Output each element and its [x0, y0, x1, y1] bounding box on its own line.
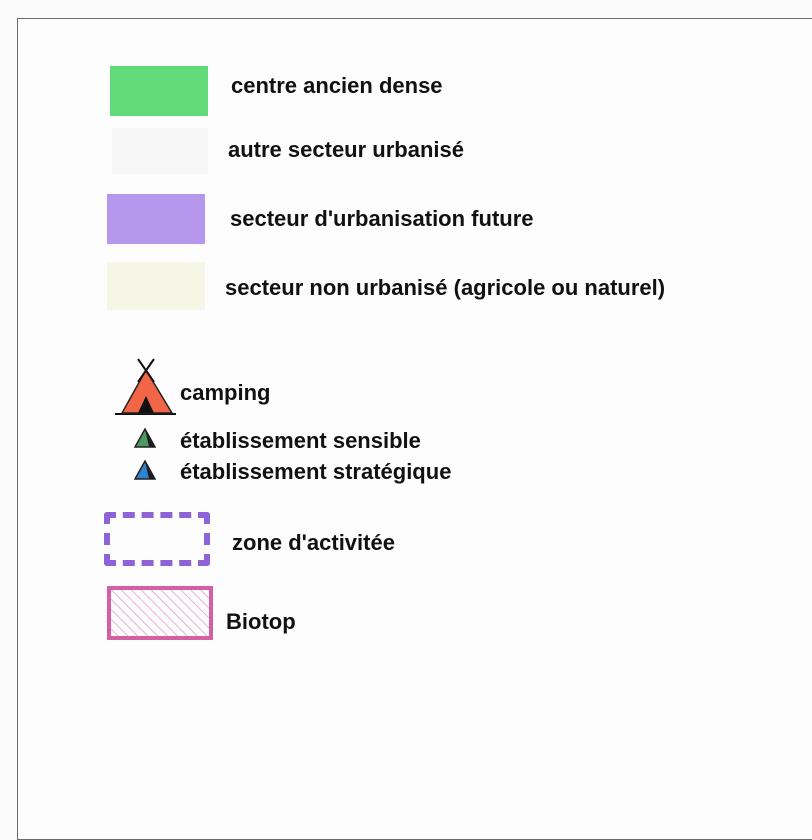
legend-label-camping: camping	[180, 380, 271, 405]
biotop-symbol	[107, 586, 213, 640]
non-urban-swatch	[107, 262, 205, 310]
dense-center-swatch	[110, 66, 208, 116]
legend-label-non-urban: secteur non urbanisé (agricole ou naturel)	[225, 275, 666, 300]
sensitive-establishment-icon	[134, 428, 156, 448]
legend-label-sensitive: établissement sensible	[180, 428, 421, 453]
legend-label-other-urban: autre secteur urbanisé	[228, 137, 464, 162]
tent-icon	[114, 358, 180, 416]
legend-label-future-urban: secteur d'urbanisation future	[230, 206, 534, 231]
other-urban-swatch	[112, 128, 208, 174]
legend-label-dense-center: centre ancien dense	[231, 73, 443, 98]
legend-label-activity-zone: zone d'activitée	[232, 530, 395, 555]
future-urban-swatch	[107, 194, 205, 244]
legend-label-strategic: établissement stratégique	[180, 459, 452, 484]
activity-zone-symbol	[104, 512, 210, 566]
biotop-hatch-pattern	[111, 590, 209, 636]
strategic-establishment-icon	[134, 460, 156, 480]
legend-label-biotop: Biotop	[226, 609, 296, 634]
